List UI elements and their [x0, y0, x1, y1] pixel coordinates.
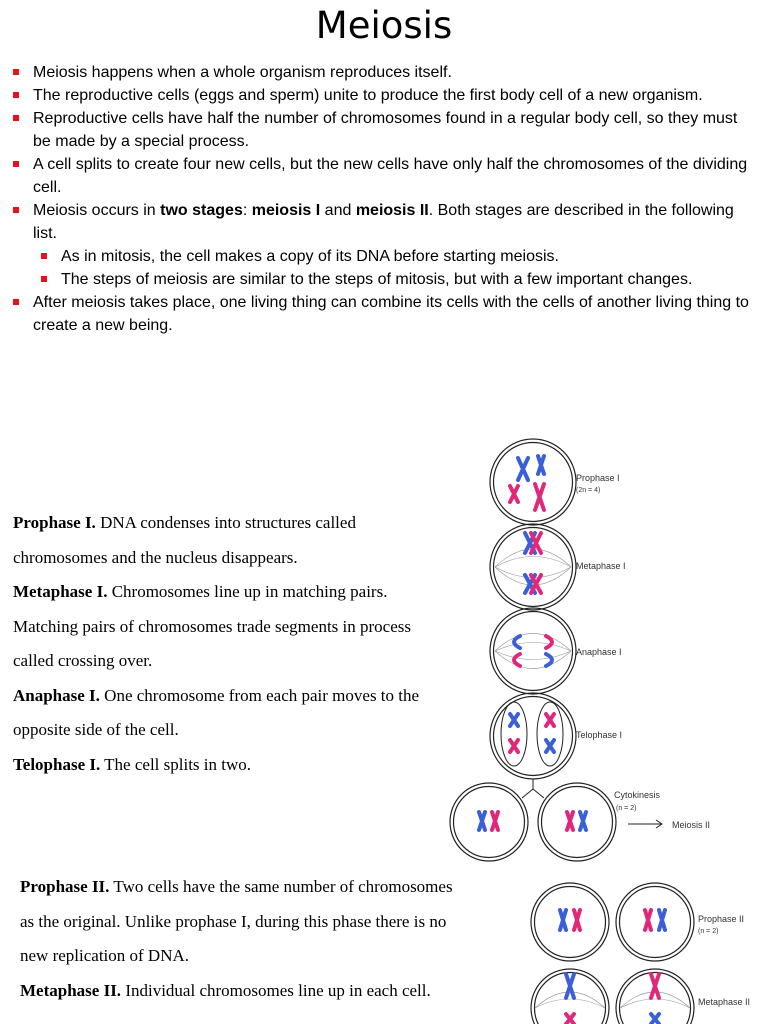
cytokinesis-label: Cytokinesis: [614, 790, 661, 800]
cytokinesis-count: (n = 2): [616, 805, 637, 812]
bullet-marker: [13, 207, 19, 213]
prophase-2-label: Prophase II: [698, 914, 745, 924]
page-title: Meiosis: [315, 4, 453, 47]
prophase-1-count: (2n = 4): [576, 487, 601, 494]
meiosis-two-diagram: [526, 878, 768, 1024]
bullet-marker: [13, 92, 19, 98]
meiosis-one-diagram: [440, 436, 740, 864]
phase-metaphase-1: Metaphase I. Chromosomes line up in matching pairs. Matching pairs of chromosomes trade segments in process called crossing over.: [13, 582, 411, 670]
prophase-1-label: Prophase I: [576, 473, 620, 483]
metaphase-2-label: Metaphase II: [698, 997, 751, 1007]
bullet-item: After meiosis takes place, one living thing can combine its cells with the cells of another living thing to create a new being.: [12, 291, 757, 337]
phase-prophase-1: Prophase I. DNA condenses into structures called chromosomes and the nucleus disappears.: [13, 513, 356, 567]
sub-bullet-item: As in mitosis, the cell makes a copy of its DNA before starting meiosis.: [12, 245, 757, 268]
phase-anaphase-1: Anaphase I. One chromosome from each pair moves to the opposite side of the cell.: [13, 685, 420, 739]
bullet-item: Meiosis happens when a whole organism reproduces itself.: [12, 61, 757, 84]
telophase-1-label: Telophase I: [576, 730, 623, 740]
bullet-item: A cell splits to create four new cells, but the new cells have only half the chromosomes of the dividing cell.: [12, 153, 757, 199]
bullet-marker: [13, 115, 19, 121]
bullet-item: Meiosis occurs in two stages: meiosis I and meiosis II. Both stages are described in the following list.: [12, 199, 757, 245]
bullet-marker: [41, 276, 47, 282]
phase-metaphase-2: Metaphase II. Individual chromosomes line up in each cell.: [20, 980, 431, 1000]
phase-prophase-2: Prophase II. Two cells have the same number of chromosomes as the original. Unlike prophase I, during this phase there is no new replication of DNA.: [20, 877, 453, 965]
metaphase-1-label: Metaphase I: [576, 561, 626, 571]
meiosis-2-arrow-label: Meiosis II: [672, 820, 711, 830]
phase-telophase-1: Telophase I. The cell splits in two.: [13, 754, 252, 774]
meiosis-two-phases: [20, 870, 460, 1008]
bullet-marker: [13, 161, 19, 167]
bullet-marker: [13, 299, 19, 305]
sub-bullet-item: The steps of meiosis are similar to the steps of mitosis, but with a few important changes.: [12, 268, 757, 291]
meiosis-one-phases: [13, 506, 433, 782]
bullet-marker: [41, 253, 47, 259]
anaphase-1-label: Anaphase I: [576, 647, 622, 657]
prophase-2-count: (n = 2): [698, 928, 719, 935]
bullet-list: [12, 61, 757, 337]
bullet-item: Reproductive cells have half the number of chromosomes found in a regular body cell, so they must be made by a special process.: [12, 107, 757, 153]
bullet-marker: [13, 69, 19, 75]
bullet-item: The reproductive cells (eggs and sperm) unite to produce the first body cell of a new organism.: [12, 84, 757, 107]
